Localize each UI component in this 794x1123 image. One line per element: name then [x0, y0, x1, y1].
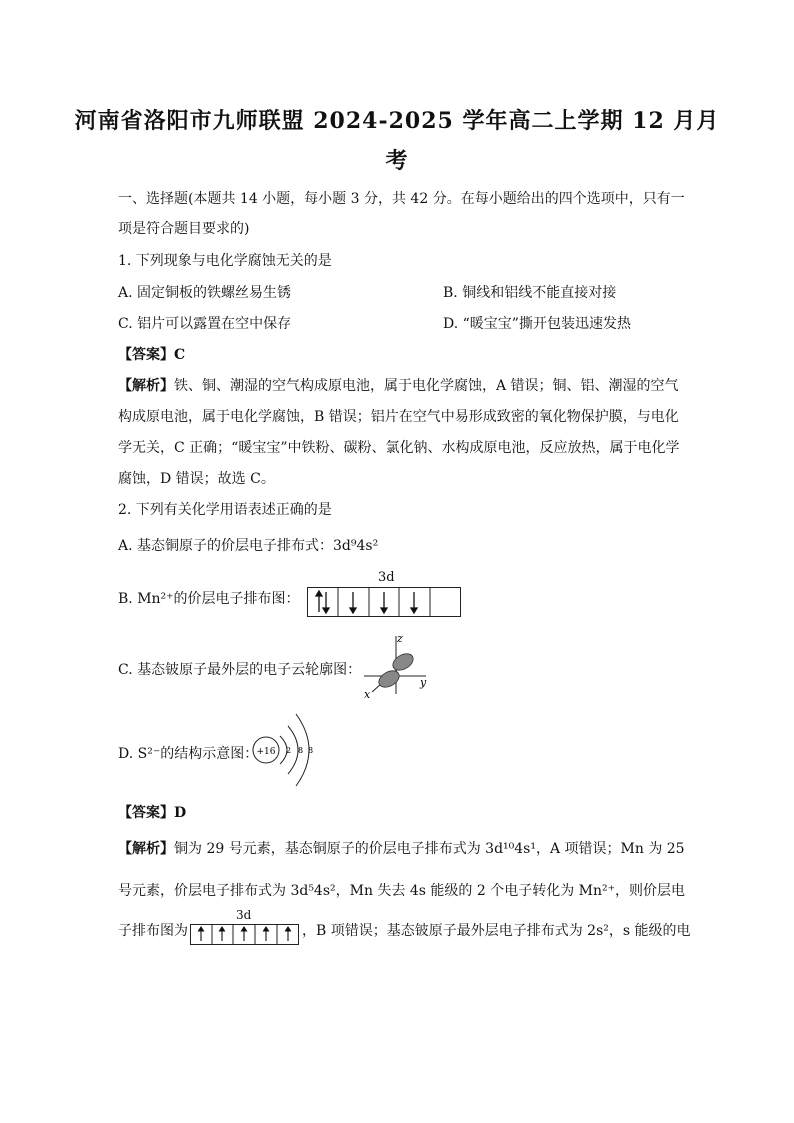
question-2-option-b: B. Mn²⁺的价层电子排布图：: [118, 591, 300, 607]
analysis-tag: 【解析】: [118, 841, 174, 857]
question-2-analysis-line-2: 号元素，价层电子排布式为 3d⁵4s²，Mn 失去 4s 能级的 2 个电子转化为 Mn²⁺，则价层电: [118, 883, 686, 899]
analysis-tag: 【解析】: [118, 378, 174, 394]
question-1-option-c: C. 铝片可以露置在空中保存: [118, 316, 292, 332]
question-2-analysis-line-3-continued: ，B 项错误；基态铍原子最外层电子排布式为 2s²，s 能级的电: [302, 923, 691, 939]
question-1-stem: 1. 下列现象与电化学腐蚀无关的是: [118, 253, 332, 269]
document-title: 河南省洛阳市九师联盟 2024-2025 学年高二上学期 12 月月: [74, 108, 720, 134]
question-2-answer: 【答案】D: [118, 805, 187, 821]
shell-2-electrons: 8: [298, 746, 304, 755]
inline-orbital-3d-label: 3d: [236, 908, 252, 922]
question-1-option-b: B. 铜线和铝线不能直接对接: [443, 285, 617, 301]
analysis-text: 铜为 29 号元素，基态铜原子的价层电子排布式为 3d¹⁰4s¹，A 项错误；Mn 为 25: [174, 841, 685, 857]
mn2-orbital-diagram: [307, 587, 461, 617]
question-2-stem: 2. 下列有关化学用语表述正确的是: [118, 502, 332, 518]
question-1-answer: 【答案】C: [118, 347, 186, 363]
question-2-analysis-line-1: [118, 838, 685, 858]
question-2-option-a: [118, 535, 378, 555]
nucleus-charge: +16: [256, 747, 276, 757]
analysis-text: 铁、铜、潮湿的空气构成原电池，属于电化学腐蚀，A 错误；铜、铝、潮湿的空气: [174, 378, 679, 394]
question-1-option-d: D. “暖宝宝”撕开包装迅速发热: [443, 316, 631, 332]
orbital-boxes: [307, 587, 461, 617]
orbital-3d-label: 3d: [378, 570, 395, 585]
shell-1-electrons: 2: [286, 746, 292, 755]
axis-z-label: z: [397, 632, 403, 645]
axis-x-label: x: [364, 688, 371, 700]
question-2-option-c: C. 基态铍原子最外层的电子云轮廓图：: [118, 662, 362, 678]
p-orbital-diagram: [358, 630, 433, 700]
section-heading: 一、选择题(本题共 14 小题，每小题 3 分，共 42 分。在每小题给出的四个选项中，只有一: [118, 191, 685, 207]
option-a-label: A. 基态铜原子的价层电子排布式：: [118, 538, 334, 554]
question-2-analysis-line-3: 子排布图为: [118, 923, 188, 939]
shell-3-electrons: 8: [308, 746, 314, 755]
question-1-analysis-line-4: 腐蚀，D 错误；故选 C。: [118, 471, 275, 487]
document-title-continued: 考: [385, 148, 409, 174]
option-a-formula: 3d⁹4s²: [333, 538, 379, 554]
section-heading-continued: 项是符合题目要求的): [118, 221, 250, 237]
question-2-option-d: D. S²⁻的结构示意图：: [118, 746, 259, 762]
axis-y-label: y: [420, 676, 427, 689]
question-1-analysis-line-3: 学无关，C 正确；“暖宝宝”中铁粉、碳粉、氯化钠、水构成原电池，反应放热，属于电化学: [118, 440, 680, 456]
question-1-option-a: A. 固定铜板的铁螺丝易生锈: [118, 285, 292, 301]
question-1-analysis-line-2: 构成原电池，属于电化学腐蚀，B 错误；铝片在空气中易形成致密的氧化物保护膜，与电化: [118, 409, 679, 425]
inline-orbital-diagram: [190, 924, 300, 946]
question-1-analysis-line-1: [118, 375, 679, 395]
s2-ion-structure-diagram: [246, 708, 326, 790]
